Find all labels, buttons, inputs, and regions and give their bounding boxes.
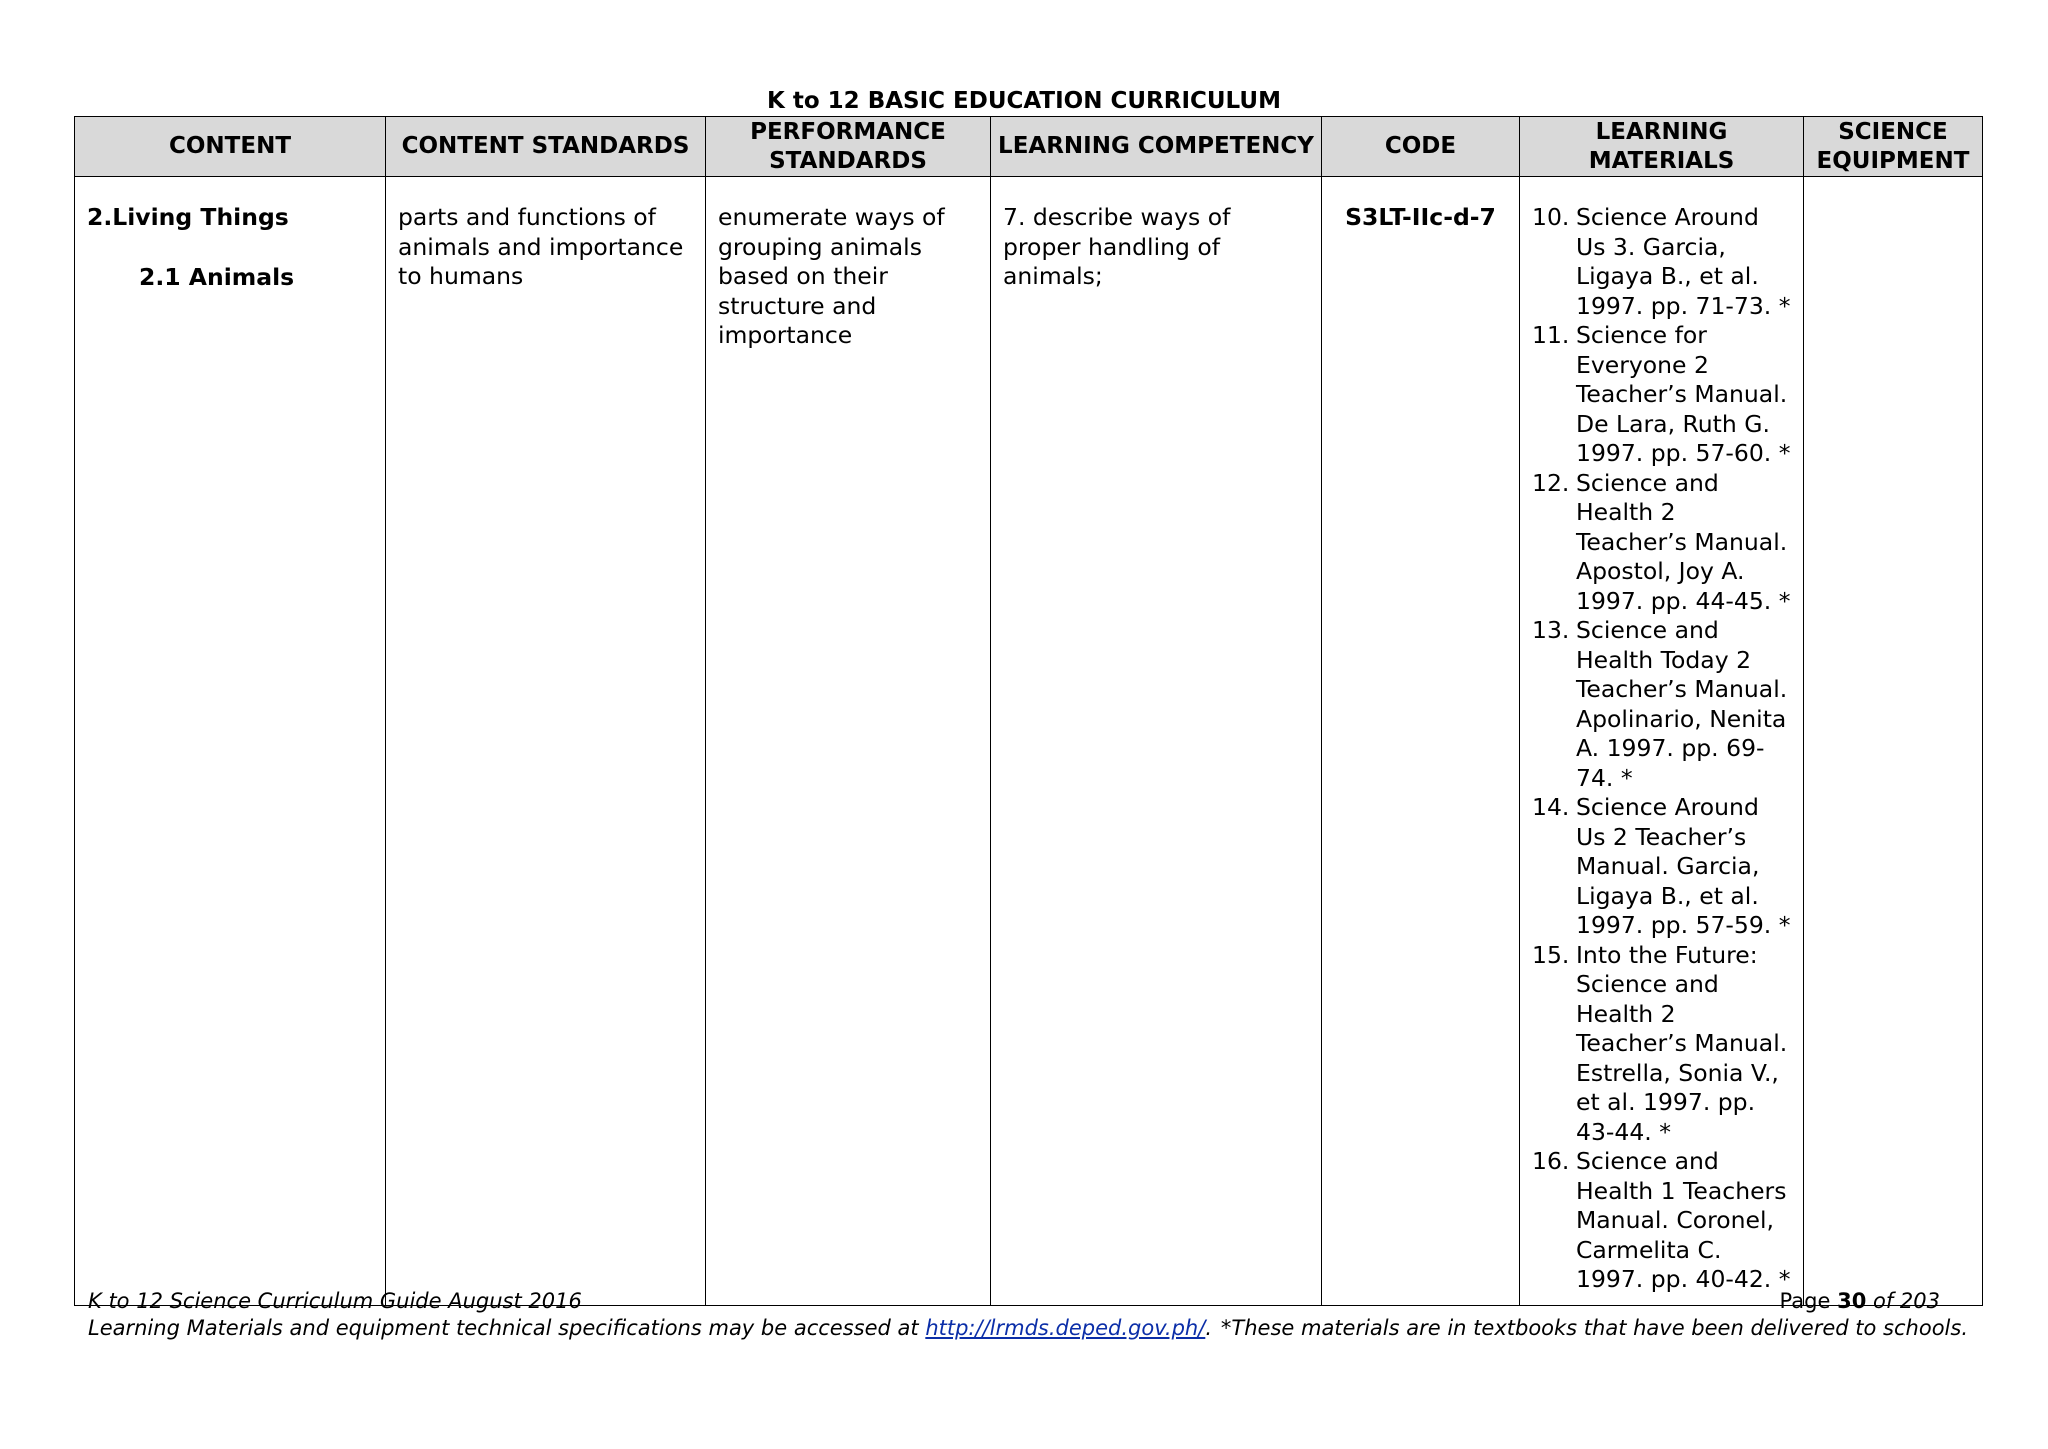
content-cell (75, 177, 386, 1306)
footer-access-note (88, 1315, 1212, 1342)
page-footer (88, 1288, 1968, 1342)
footer-textbook-note: *These materials are in textbooks that have been delivered to schools. (1220, 1316, 1968, 1340)
header-code: CODE (1322, 117, 1520, 177)
list-item (1532, 321, 1791, 469)
curriculum-table (74, 116, 1983, 1306)
list-item-text: Science Around Us 3. Garcia, Ligaya B., et al. 1997. pp. 71-73. * (1576, 203, 1791, 320)
code-cell: S3LT-IIc-d-7 (1322, 177, 1520, 1306)
content-standards-cell: parts and functions of animals and importance to humans (386, 177, 706, 1306)
header-content: CONTENT (75, 117, 386, 177)
science-equipment-cell (1804, 177, 1983, 1306)
list-item-text: Science Around Us 2 Teacher’s Manual. Garcia, Ligaya B., et al. 1997. pp. 57-59. * (1576, 793, 1791, 939)
list-item (1532, 941, 1791, 1148)
list-item-text: Into the Future: Science and Health 2 Teacher’s Manual. Estrella, Sonia V., et al. 1997. pp. 43-44. * (1576, 940, 1788, 1146)
list-item (1532, 616, 1791, 793)
list-item-number: 12. (1532, 468, 1570, 497)
list-item-text: Science for Everyone 2 Teacher’s Manual. De Lara, Ruth G. 1997. pp. 57-60. * (1576, 321, 1791, 467)
page-current: 30 (1837, 1289, 1867, 1313)
footer-guide-title: K to 12 Science Curriculum Guide August 2016 (88, 1289, 582, 1313)
table-row (75, 177, 1983, 1306)
list-item-number: 16. (1532, 1147, 1570, 1175)
list-item-number: 13. (1532, 616, 1570, 644)
header-learning-competency: LEARNING COMPETENCY (991, 117, 1322, 177)
list-item (1532, 793, 1791, 941)
content-subtopic: 2.1 Animals (139, 262, 295, 291)
list-item-text: Science and Health 2 Teacher’s Manual. Apostol, Joy A. 1997. pp. 44-45. * (1576, 468, 1791, 615)
content-topic: 2.Living Things (87, 203, 289, 231)
learning-competency-cell: 7. describe ways of proper handling of animals; (991, 177, 1322, 1306)
list-item (1532, 469, 1791, 617)
list-item-text: Science and Health 1 Teachers Manual. Coronel, Carmelita C. 1997. pp. 40-42. * (1576, 1147, 1791, 1293)
table-header-row (75, 117, 1983, 177)
performance-standards-cell: enumerate ways of grouping animals based on their structure and importance (706, 177, 991, 1306)
list-item (1532, 1147, 1791, 1295)
access-text: Learning Materials and equipment technical specifications may be accessed at (88, 1316, 926, 1340)
header-learning-materials: LEARNING MATERIALS (1520, 117, 1804, 177)
list-item-number: 15. (1532, 940, 1570, 969)
page-total: of 203 (1873, 1289, 1940, 1313)
learning-materials-cell (1520, 177, 1804, 1306)
list-item (1532, 203, 1791, 321)
page-label: Page (1779, 1289, 1831, 1313)
list-item-number: 11. (1532, 321, 1570, 349)
access-end: . (1205, 1316, 1212, 1340)
learning-materials-list (1532, 203, 1791, 1295)
header-content-standards: CONTENT STANDARDS (386, 117, 706, 177)
header-performance-standards: PERFORMANCE STANDARDS (706, 117, 991, 177)
list-item-number: 10. (1532, 203, 1570, 231)
page-number (1780, 1288, 1940, 1315)
document-title: K to 12 BASIC EDUCATION CURRICULUM (767, 88, 1281, 114)
lrmds-link[interactable]: http://lrmds.deped.gov.ph/ (925, 1316, 1206, 1340)
header-science-equipment: SCIENCE EQUIPMENT (1804, 117, 1983, 177)
list-item-number: 14. (1532, 793, 1570, 821)
list-item-text: Science and Health Today 2 Teacher’s Manual. Apolinario, Nenita A. 1997. pp. 69-74. * (1576, 616, 1788, 792)
